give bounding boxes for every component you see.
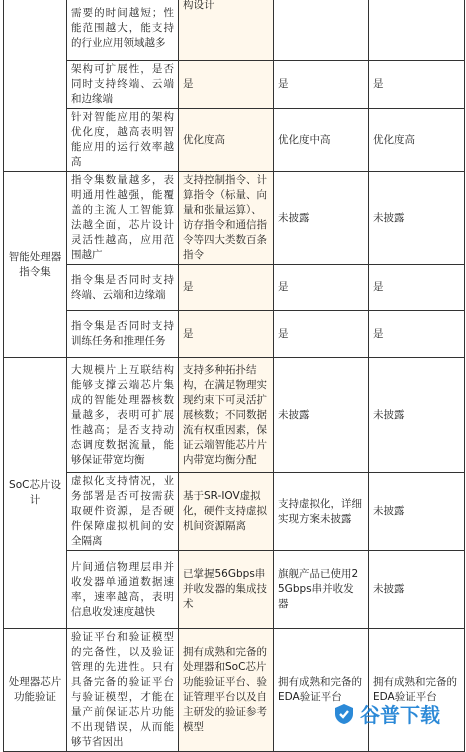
- indicator-cell: 大规模片上互联结构能够支撑云端芯片集成的智能处理器核数量越多，表明可扩展性越高；是否支持动态调度数据流量，能够保证带宽均衡: [67, 358, 179, 473]
- table-row: [4, 473, 465, 551]
- table-row: [4, 172, 465, 265]
- indicator-cell: 片间通信物理层串并收发器单通道数据速率，速率越高，表明信息收发速度越快: [67, 551, 179, 629]
- value-cell-col2: 是: [274, 311, 369, 358]
- indicator-cell: 指令集数量越多，表明通用性越强，能覆盖的主流人工智能算法越全面，芯片设计灵活性越高，应用范围越广: [67, 172, 179, 265]
- value-cell-col1: 已掌握56Gbps串并收发器的集成技术: [179, 551, 274, 629]
- indicator-cell: 架构可扩展性，是否同时支持终端、云端和边缘端: [67, 61, 179, 109]
- value-cell-col2: [274, 0, 369, 61]
- watermark: [332, 699, 440, 728]
- value-cell-col2: 是: [274, 61, 369, 109]
- value-cell-col3: 是: [369, 265, 465, 311]
- value-cell-col2: 是: [274, 265, 369, 311]
- value-cell-col2: 未披露: [274, 358, 369, 473]
- table-row: [4, 311, 465, 358]
- category-cell: 智能处理器指令集: [4, 172, 67, 358]
- value-cell-col3: 未披露: [369, 473, 465, 551]
- indicator-cell: 指令集是否同时支持训练任务和推理任务: [67, 311, 179, 358]
- table-row: [4, 109, 465, 172]
- value-cell-col3: 未披露: [369, 358, 465, 473]
- value-cell-col2: 未披露: [274, 172, 369, 265]
- watermark-text: 谷普下载: [360, 703, 440, 727]
- value-cell-col1: 是: [179, 265, 274, 311]
- indicator-cell: 指令集是否同时支持终端、云端和边缘端: [67, 265, 179, 311]
- indicator-cell: 验证平台和验证模型的完备性，以及验证管理的先进性。只有具备完备的验证平台与验证模型，才能在量产前保证芯片功能不出现错误，从而能够节省因出: [67, 629, 179, 752]
- value-cell-col3: 未披露: [369, 551, 465, 629]
- value-cell-col3: 拥有成熟和完备的EDA验证平台: [369, 629, 465, 752]
- value-cell-col1: 支持控制指令、计算指令（标量、向量和张量运算）、访存指令和通信指令等四大类数百条指令: [179, 172, 274, 265]
- category-cell: [4, 0, 67, 172]
- value-cell-col3: [369, 0, 465, 61]
- category-cell: SoC芯片设计: [4, 358, 67, 629]
- value-cell-col2: 旗舰产品已使用25Gbps串并收发器: [274, 551, 369, 629]
- category-cell: 处理器芯片功能验证: [4, 629, 67, 752]
- indicator-cell: 需要的时间越短；性能范围越大，能支持的行业应用领域越多: [67, 0, 179, 61]
- value-cell-col1: 构设计: [179, 0, 274, 61]
- comparison-table: [3, 0, 465, 752]
- table-row: [4, 358, 465, 473]
- value-cell-col2: 支持虚拟化，详细实现方案未披露: [274, 473, 369, 551]
- shield-logo-icon: [332, 702, 356, 726]
- table-row: [4, 61, 465, 109]
- indicator-cell: 针对智能应用的架构优化度，越高表明智能应用的运行效率越高: [67, 109, 179, 172]
- table-row: [4, 551, 465, 629]
- value-cell-col3: 未披露: [369, 172, 465, 265]
- table-row: [4, 0, 465, 61]
- value-cell-col3: 是: [369, 61, 465, 109]
- value-cell-col1: 基于SR-IOV虚拟化，硬件支持虚拟机间资源隔离: [179, 473, 274, 551]
- value-cell-col1: 是: [179, 61, 274, 109]
- value-cell-col1: 支持多种拓扑结构，在满足物理实现约束下可灵活扩展核数；不同数据流有权重因素，保证云端智能芯片片内带宽均衡分配: [179, 358, 274, 473]
- value-cell-col1: 拥有成熟和完备的处理器和SoC芯片功能验证平台、验证管理平台以及自主研发的验证参考模型: [179, 629, 274, 752]
- value-cell-col1: 优化度高: [179, 109, 274, 172]
- value-cell-col3: 是: [369, 311, 465, 358]
- table-row: [4, 629, 465, 752]
- value-cell-col2: 拥有成熟和完备的EDA验证平台: [274, 629, 369, 752]
- indicator-cell: 虚拟化支持情况，业务部署是否可按需获取硬件资源，是否硬件保障虚拟机间的安全隔离: [67, 473, 179, 551]
- value-cell-col3: 优化度高: [369, 109, 465, 172]
- value-cell-col2: 优化度中高: [274, 109, 369, 172]
- table-row: [4, 265, 465, 311]
- value-cell-col1: 是: [179, 311, 274, 358]
